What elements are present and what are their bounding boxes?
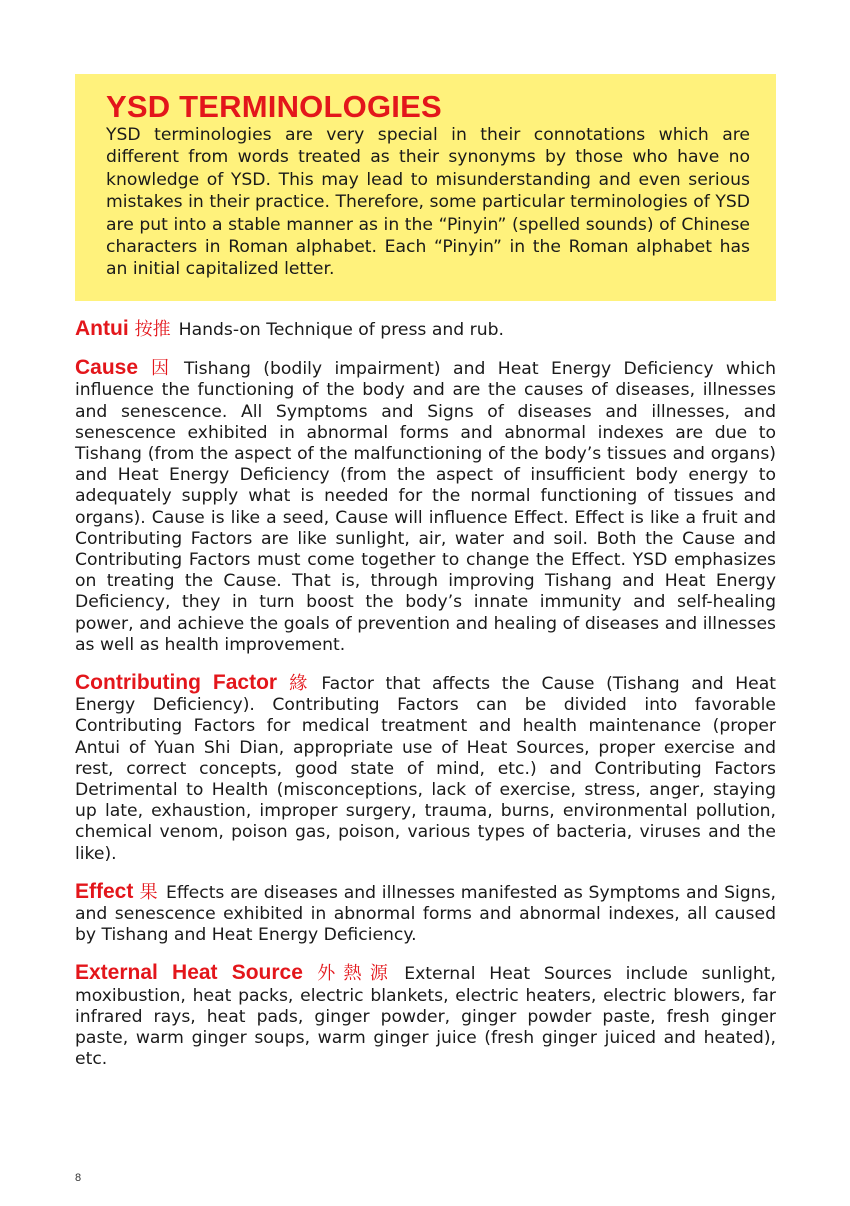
entry-antui bbox=[75, 318, 776, 341]
chinese-antui: 按推 bbox=[134, 319, 171, 340]
chinese-external-heat-source: 外熱源 bbox=[308, 963, 397, 985]
term-cause: Cause bbox=[75, 356, 139, 380]
term-antui: Antui bbox=[75, 317, 129, 340]
chinese-effect: 果 bbox=[139, 881, 158, 903]
terminology-list bbox=[75, 318, 776, 1087]
definition-contributing-factor: Factor that affects the Cause (Tishang and Heat Energy Deficiency). Contributing Factors can be divided into favorable Contributing Factors for medical treatment and health maintenance (proper Antui of Yuan Shi Dian, appropriate use of Heat Sources, proper exercise and rest, correct concepts, good state of mind, etc.) and Contributing Factors Detrimental to Health (misconceptions, lack of exercise, stress, anger, staying up late, exhaustion, improper surgery, trauma, burns, environmental pollution, chemical venom, poison gas, poison, various types of bacteria, viruses and the like). bbox=[75, 674, 776, 864]
term-effect: Effect bbox=[75, 879, 134, 903]
intro-title: YSD TERMINOLOGIES bbox=[106, 89, 442, 124]
definition-antui: Hands-on Technique of press and rub. bbox=[178, 320, 504, 340]
definition-effect: Effects are diseases and illnesses manifested as Symptoms and Signs, and senescence exhibited in abnormal forms and abnormal indexes, all caused by Tishang and Heat Energy Deficiency. bbox=[75, 882, 776, 946]
chinese-contributing-factor: 緣 bbox=[283, 673, 314, 695]
definition-cause: Tishang (bodily impairment) and Heat Energy Deficiency which influence the functioning of the body and are the causes of diseases, illnesses and senescence. All Symptoms and Signs of diseases and illnesses, and senescence exhibited in abnormal forms and abnormal indexes are due to Tishang (from the aspect of the malfunctioning of the body’s tissues and organs) and Heat Energy Deficiency (from the aspect of insufficient body energy to adequately supply what is needed for the normal functioning of tissues and organs). Cause is like a seed, Cause will influence Effect. Effect is like a fruit and Contributing Factors are like sunlight, air, water and soil. Both the Cause and Contributing Factors must come together to change the Effect. YSD emphasizes on treating the Cause. That is, through improving Tishang and Heat Energy Deficiency, they in turn boost the body’s innate immunity and self-healing power, and achieve the goals of prevention and healing of diseases and illnesses as well as health improvement. bbox=[75, 359, 776, 655]
definition-external-heat-source: External Heat Sources include sunlight, moxibustion, heat packs, electric blankets, electric heaters, electric blowers, far infrared rays, heat pads, ginger powder, ginger powder paste, fresh ginger paste, warm ginger soups, warm ginger juice (fresh ginger juiced and heated), etc. bbox=[75, 964, 776, 1070]
intro-text: YSD terminologies are very special in their connotations which are different from words treated as their synonyms by those who have no knowledge of YSD. This may lead to misunderstanding and even serious mistakes in their practice. Therefore, some particular terminologies of YSD are put into a stable manner as in the “Pinyin” (spelled sounds) of Chinese characters in Roman alphabet. Each “Pinyin” in the Roman alphabet has an initial capitalized letter. bbox=[106, 125, 750, 280]
intro-box bbox=[75, 74, 776, 301]
entry-effect bbox=[75, 881, 776, 947]
term-contributing-factor: Contributing Factor bbox=[75, 671, 278, 695]
entry-external-heat-source bbox=[75, 962, 776, 1070]
entry-contributing-factor bbox=[75, 672, 776, 865]
entry-cause bbox=[75, 357, 776, 656]
page-number: 8 bbox=[75, 1172, 82, 1184]
term-external-heat-source: External Heat Source bbox=[75, 961, 303, 985]
chinese-cause: 因 bbox=[144, 358, 176, 380]
